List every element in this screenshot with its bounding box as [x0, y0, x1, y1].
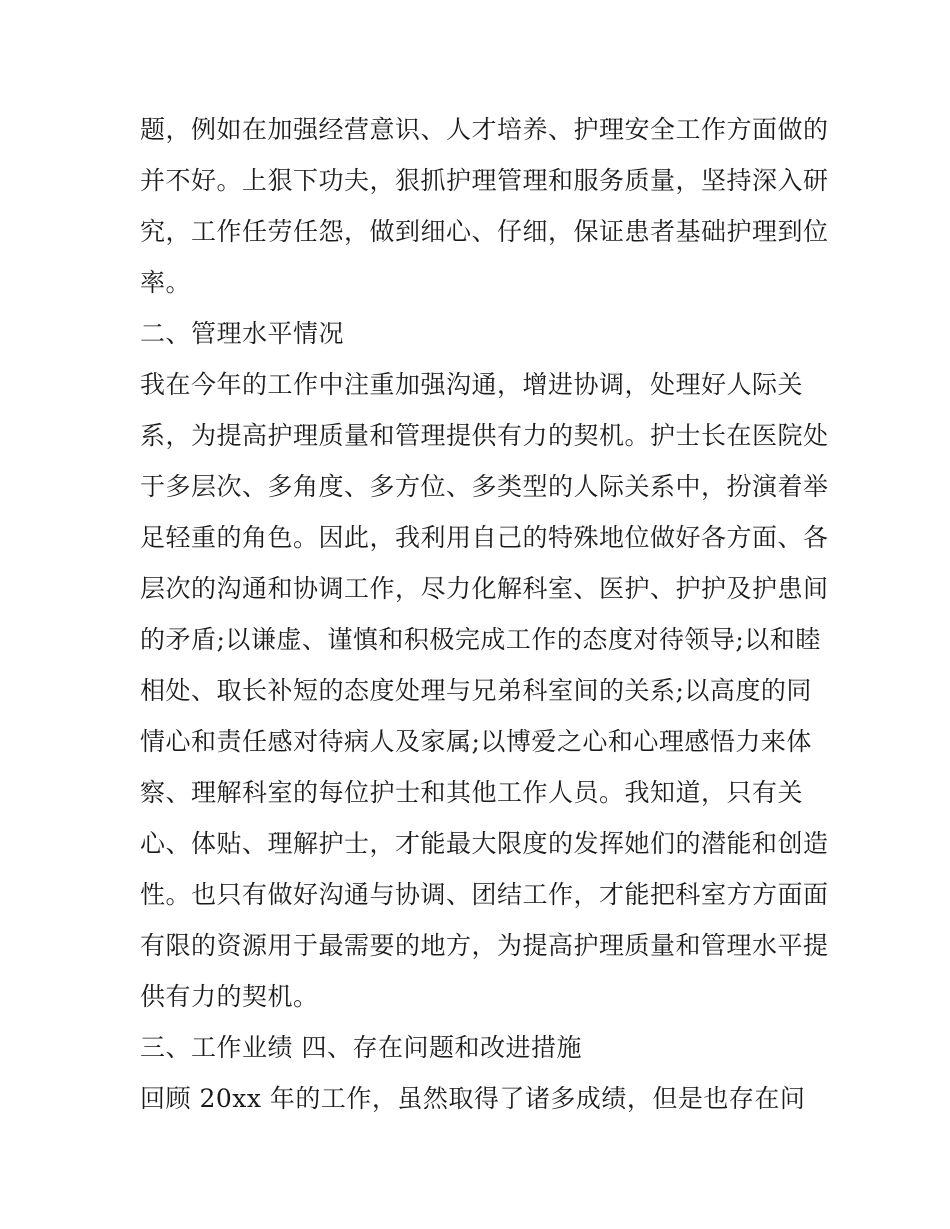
text-line: 究，工作任劳任怨，做到细心、仔细，保证患者基础护理到位 — [140, 217, 829, 246]
text-line: 并不好。上狠下功夫，狠抓护理管理和服务质量，坚持深入研 — [140, 166, 829, 195]
text-line: 性。也只有做好沟通与协调、团结工作，才能把科室方方面面 — [140, 880, 829, 909]
text-line: 率。 — [140, 268, 192, 297]
text-line: 情心和责任感对待病人及家属;以博爱之心和心理感悟力来体 — [140, 727, 812, 756]
text-line: 心、体贴、理解护士，才能最大限度的发挥她们的潜能和创造 — [140, 829, 829, 858]
text-line: 题，例如在加强经营意识、人才培养、护理安全工作方面做的 — [140, 115, 829, 144]
text-line: 供有力的契机。 — [140, 982, 319, 1011]
text-line: 足轻重的角色。因此，我利用自己的特殊地位做好各方面、各 — [140, 523, 829, 552]
text-line: 察、理解科室的每位护士和其他工作人员。我知道，只有关 — [140, 778, 804, 807]
section-heading: 三、工作业绩 四、存在问题和改进措施 — [140, 1033, 582, 1062]
text-line: 的矛盾;以谦虚、谨慎和积极完成工作的态度对待领导;以和睦 — [140, 625, 821, 654]
text-line: 我在今年的工作中注重加强沟通，增进协调，处理好人际关 — [140, 370, 804, 399]
text-line: 相处、取长补短的态度处理与兄弟科室间的关系;以高度的同 — [140, 676, 812, 705]
text-line: 层次的沟通和协调工作，尽力化解科室、医护、护护及护患间 — [140, 574, 829, 603]
section-heading: 二、管理水平情况 — [140, 319, 345, 348]
text-line: 回顾 20xx 年的工作，虽然取得了诸多成绩，但是也存在问 — [140, 1084, 806, 1113]
text-line: 于多层次、多角度、多方位、多类型的人际关系中，扮演着举 — [140, 472, 829, 501]
text-line: 有限的资源用于最需要的地方，为提高护理质量和管理水平提 — [140, 931, 829, 960]
text-line: 系，为提高护理质量和管理提供有力的契机。护士长在医院处 — [140, 421, 829, 450]
